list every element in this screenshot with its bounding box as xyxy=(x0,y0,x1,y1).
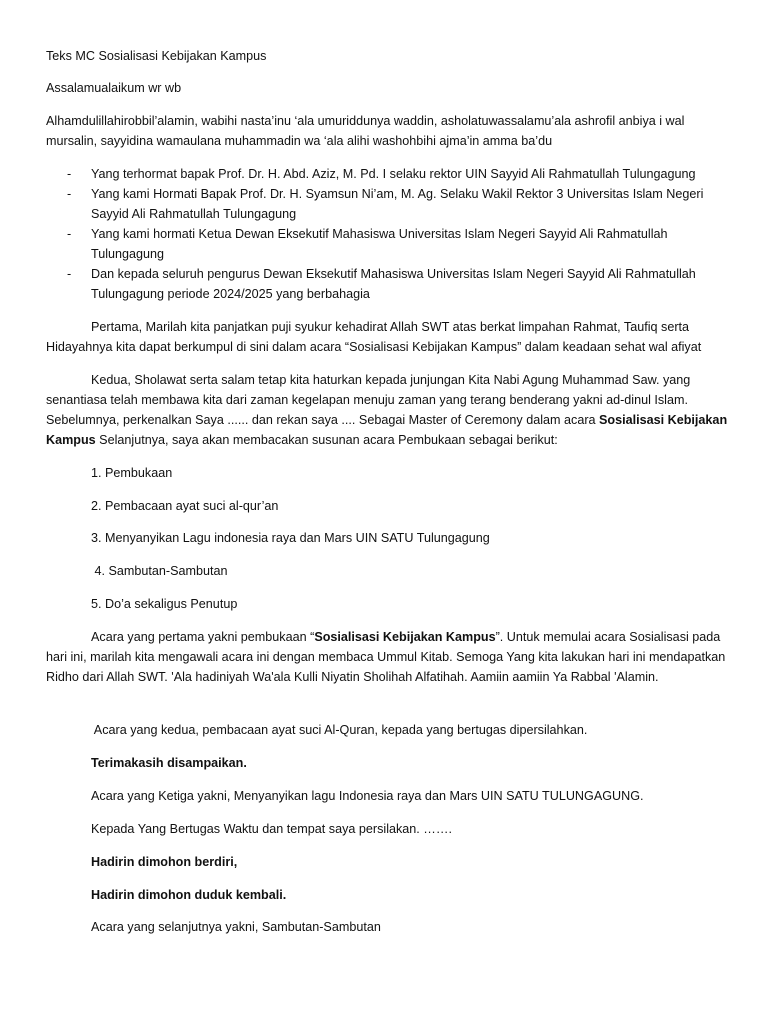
respect-item xyxy=(46,184,736,224)
bullet-dash: - xyxy=(67,167,72,181)
respect-item-text: Yang terhormat bapak Prof. Dr. H. Abd. Aziz, M. Pd. I selaku rektor UIN Sayyid Ali Rahmatullah Tulungagung xyxy=(91,167,696,181)
hadirin-berdiri: Hadirin dimohon berdiri, xyxy=(91,855,238,869)
agenda-item-4: 4. Sambutan-Sambutan xyxy=(91,564,228,578)
bullet-dash: - xyxy=(67,187,72,201)
terimakasih-line: Terimakasih disampaikan. xyxy=(91,756,247,770)
agenda-item-1: 1. Pembukaan xyxy=(91,466,173,480)
paragraph-kedua xyxy=(46,370,730,450)
acara-pertama-paragraph xyxy=(46,627,730,687)
respect-item-text: Yang kami hormati Ketua Dewan Eksekutif Mahasiswa Universitas Islam Negeri Sayyid Ali Rahmatullah Tulungagung xyxy=(91,227,668,261)
acara-pertama-text-b: ”. Untuk memulai acara Sosialisasi pada hari ini, marilah kita mengawali acara ini dengan membaca Ummul Kitab. Semoga Yang kita lakukan hari ini mendapatkan Ridho dari Allah SWT. 'Ala hadiniyah Wa'ala Kulli Niyatin Sholihah Alfatihah. Aamiin aamiin Ya Rabbal 'Alamin. xyxy=(46,630,726,684)
hadirin-duduk: Hadirin dimohon duduk kembali. xyxy=(91,888,287,902)
acara-pertama-text-a: Acara yang pertama yakni pembukaan “ xyxy=(91,630,315,644)
agenda-item-3: 3. Menyanyikan Lagu indonesia raya dan Mars UIN SATU Tulungagung xyxy=(91,531,490,545)
paragraph-pertama: Pertama, Marilah kita panjatkan puji syukur kehadirat Allah SWT atas berkat limpahan Rahmat, Taufiq serta Hidayahnya kita dapat berkumpul di sini dalam acara “Sosialisasi Kebijakan Kampus” dalam keadaan sehat wal afiyat xyxy=(46,320,702,354)
kepada-petugas-line: Kepada Yang Bertugas Waktu dan tempat saya persilakan. ……. xyxy=(91,822,452,836)
acara-pertama-bold: Sosialisasi Kebijakan Kampus xyxy=(314,630,496,644)
bullet-dash: - xyxy=(67,227,72,241)
respect-item-text: Yang kami Hormati Bapak Prof. Dr. H. Syamsun Ni’am, M. Ag. Selaku Wakil Rektor 3 Universitas Islam Negeri Sayyid Ali Rahmatullah Tulungagung xyxy=(91,187,704,221)
greeting: Assalamualaikum wr wb xyxy=(46,81,182,95)
agenda-item-2: 2. Pembacaan ayat suci al-qur’an xyxy=(91,499,279,513)
document-title: Teks MC Sosialisasi Kebijakan Kampus xyxy=(46,49,267,63)
agenda-item-5: 5. Do’a sekaligus Penutup xyxy=(91,597,238,611)
acara-kedua: Acara yang kedua, pembacaan ayat suci Al-Quran, kepada yang bertugas dipersilahkan. xyxy=(91,723,588,737)
paragraph-kedua-text-b: Selanjutnya, saya akan membacakan susunan acara Pembukaan sebagai berikut: xyxy=(95,433,558,447)
paragraph-kedua-bold: Sosialisasi Kebijakan Kampus xyxy=(46,413,728,447)
respect-item xyxy=(46,164,736,184)
opening-paragraph: Alhamdulillahirobbil’alamin, wabihi nasta’inu ‘ala umuriddunya waddin, asholatuwassalamu’ala ashrofil anbiya i wal mursalin, sayyidina wamaulana muhammadin wa ‘ala alihi washohbihi ajma’in amma ba’du xyxy=(46,114,685,148)
paragraph-kedua-text-a: Kedua, Sholawat serta salam tetap kita haturkan kepada junjungan Kita Nabi Agung Muhammad Saw. yang senantiasa telah membawa kita dari zaman kegelapan menuju zaman yang terang benderang yakni ad-dinul Islam. Sebelumnya, perkenalkan Saya ...... dan rekan saya .... Sebagai Master of Ceremony dalam acara xyxy=(46,373,691,427)
respect-item xyxy=(46,264,736,304)
acara-ketiga: Acara yang Ketiga yakni, Menyanyikan lagu Indonesia raya dan Mars UIN SATU TULUNGAGUNG. xyxy=(91,789,644,803)
acara-selanjutnya: Acara yang selanjutnya yakni, Sambutan-Sambutan xyxy=(91,920,381,934)
respect-item xyxy=(46,224,736,264)
respect-item-text: Dan kepada seluruh pengurus Dewan Eksekutif Mahasiswa Universitas Islam Negeri Sayyid Ali Rahmatullah Tulungagung periode 2024/2025 yang berbahagia xyxy=(91,267,696,301)
respect-list xyxy=(46,164,736,304)
bullet-dash: - xyxy=(67,267,72,281)
